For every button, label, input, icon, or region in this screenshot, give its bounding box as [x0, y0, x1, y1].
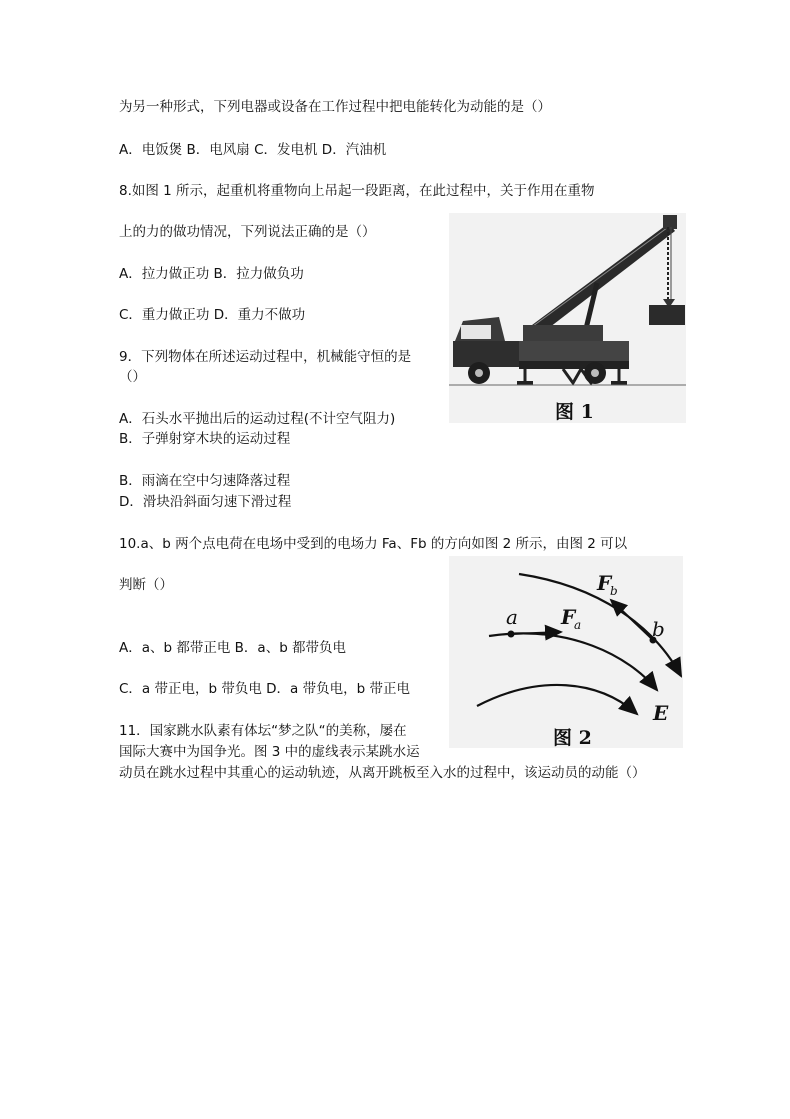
text-line: 9．下列物体在所述运动过程中，机械能守恒的是	[119, 349, 412, 365]
figure-1-caption: 图 1	[555, 401, 594, 423]
text-line: 动员在跳水过程中其重心的运动轨迹，从离开跳板至入水的过程中，该运动员的动能（）	[119, 765, 646, 781]
text-line: A．电饭煲 B．电风扇 C．发电机 D．汽油机	[119, 142, 387, 158]
text-line: 上的力的做功情况，下列说法正确的是（）	[119, 224, 376, 240]
text-line: A．拉力做正功 B．拉力做负功	[119, 266, 304, 282]
text-line: 判断（）	[119, 577, 173, 593]
label-b: b	[652, 617, 665, 641]
text-line: B．子弹射穿木块的运动过程	[119, 431, 291, 447]
text-line: （）	[119, 369, 146, 385]
force-fb-arrow	[611, 600, 653, 640]
text-line: A．石头水平抛出后的运动过程(不计空气阻力)	[119, 411, 396, 427]
label-fb: F	[597, 571, 612, 595]
text-line: 10.a、b 两个点电荷在电场中受到的电场力 Fa、Fb 的方向如图 2 所示，由图 2 可以	[119, 536, 628, 552]
label-e: E	[653, 701, 669, 725]
label-fa: F	[561, 605, 576, 629]
label-fb-subscript: b	[610, 584, 618, 598]
text-line: 国际大赛中为国争光。图 3 中的虚线表示某跳水运	[119, 744, 420, 760]
text-line: B．雨滴在空中匀速降落过程	[119, 473, 291, 489]
text-line: C．a 带正电，b 带负电 D．a 带负电，b 带正电	[119, 681, 410, 697]
text-line: 11．国家跳水队素有体坛“梦之队“的美称，屡在	[119, 723, 407, 739]
figure-2-caption: 图 2	[553, 727, 592, 748]
text-line: C．重力做正功 D．重力不做功	[119, 307, 306, 323]
field-line	[477, 685, 637, 714]
text-line: 为另一种形式，下列电器或设备在工作过程中把电能转化为动能的是（）	[119, 99, 551, 115]
label-a: a	[506, 605, 518, 629]
crane-truck-illustration	[449, 213, 686, 423]
figure-2-electric-field	[449, 556, 683, 748]
field-line	[489, 633, 657, 690]
text-line: D．滑块沿斜面匀速下滑过程	[119, 494, 292, 510]
electric-field-diagram	[449, 556, 683, 748]
text-line: A．a、b 都带正电 B．a、b 都带负电	[119, 640, 347, 656]
force-fa-arrow	[511, 632, 561, 634]
label-fa-subscript: a	[574, 618, 582, 632]
figure-1-crane	[449, 213, 686, 423]
text-line: 8.如图 1 所示，起重机将重物向上吊起一段距离，在此过程中，关于作用在重物	[119, 183, 595, 199]
